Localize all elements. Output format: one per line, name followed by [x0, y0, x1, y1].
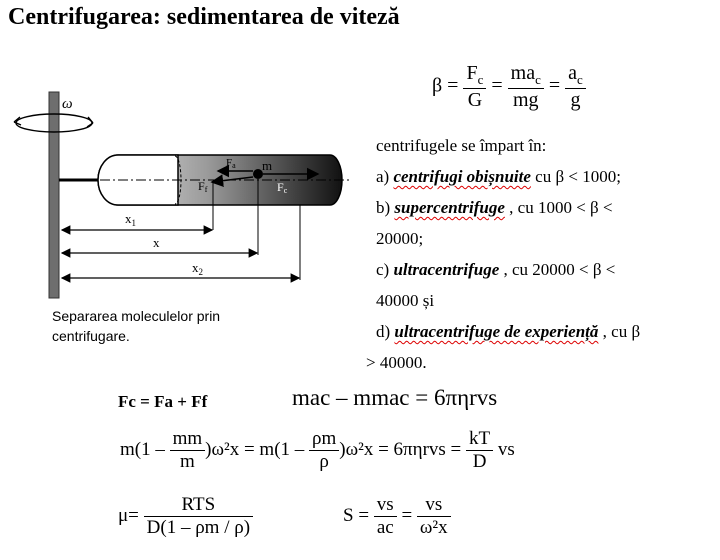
- centrifuge-diagram: [0, 60, 360, 310]
- list-item-a: a) centrifugi obișnuite cu β < 1000;: [376, 167, 621, 186]
- s-equation: S = $\frac{vs}{ac}$ = $\frac{vs}{\text{ω²x}}$: [343, 494, 451, 539]
- list-item-b: b) supercentrifuge , cu 1000 < β <: [376, 198, 613, 217]
- fc-label: Fc: [277, 180, 288, 195]
- diagram-caption: Separarea moleculelor prin centrifugare.: [52, 308, 221, 344]
- beta-formula: β = $\frac{F_c}{G}$ = $\frac{ma_c}{mg}$ = $\frac{a_c}{g}$: [432, 62, 586, 112]
- title-text: Centrifugarea: sedimentarea de viteză: [8, 4, 400, 30]
- list-intro: centrifugele se împart în:: [376, 136, 547, 155]
- x-label: x: [153, 235, 160, 250]
- list-item-d: d) ultracentrifuge de experiență , cu β: [376, 322, 641, 341]
- page-title: [8, 4, 400, 31]
- x2-label: $x_2$: [192, 260, 203, 277]
- sedimentation-equation: m(1 – $\frac{mm}{m}$ )ω²x = m(1 – $\frac{\rho m}{\rho}$ )ω²x = 6πηrvs = $\frac{kT}{D}$ vs: [120, 428, 515, 472]
- centrifuge-classification: centrifugele se împart în: a) centrifugi obișnuite cu β < 1000; b) supercentrifuge , cu 1000 < β < 20000; c) ultracentrifuge , cu 20000 < β < 40000 și d) ultracentrifuge de experiență , cu β > 40000.: [376, 130, 716, 378]
- omega-label: ω: [62, 96, 73, 112]
- balance-equation: mac – mmac = 6πηrvs: [292, 385, 498, 410]
- m-label: m: [262, 158, 273, 173]
- list-item-c: c) ultracentrifuge , cu 20000 < β <: [376, 260, 616, 279]
- shaft: [49, 92, 59, 298]
- forces-equation: Fc = Fa + Ff: [118, 392, 208, 411]
- x1-label: $x_1$: [125, 211, 136, 228]
- mu-equation: μ= $\frac{\text{RTS}}{D(1 - \rho m / \rho)}$: [118, 494, 253, 539]
- fa-label: Fa: [226, 157, 236, 170]
- ff-label: Ff: [198, 179, 208, 194]
